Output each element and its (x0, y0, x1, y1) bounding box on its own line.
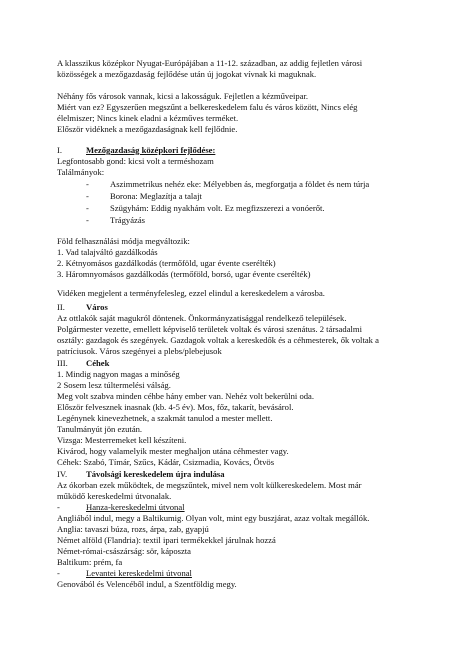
route-title: Levantei kereskedelmi útvonal (86, 568, 192, 578)
text-line: Német-római-császárság: sör, káposzta (57, 546, 191, 556)
text-line: Vizsga: Mesterremeket kell készíteni. (57, 435, 187, 445)
section-numeral: II. (57, 302, 65, 312)
text-line: osztály: gazdagok és szegények. Gazdagok voltak a kereskedők és a céhmesterek, ők voltak a (57, 335, 379, 345)
text-line: patríciusok. Város szegényei a plebs/plebejusok (57, 346, 222, 356)
section-numeral: III. (57, 358, 68, 368)
route-dash: - (57, 502, 60, 512)
bullet-dash: - (86, 203, 89, 213)
text-line: Angliából indul, megy a Baltikumig. Olyan volt, mint egy buszjárat, azaz voltak megállók. (57, 513, 370, 523)
text-line: Föld felhasználási módja megváltozik: (57, 236, 190, 246)
bullet-dash: - (86, 215, 89, 225)
bullet-item: Aszimmetrikus nehéz eke: Mélyebben ás, megforgatja a földet és nem túrja (110, 179, 370, 189)
route-title: Hanza-kereskedelmi útvonal (86, 502, 185, 512)
bullet-item: Borona: Meglazítja a talajt (110, 191, 202, 201)
text-line: Tanulmányút jön ezután. (57, 424, 143, 434)
bullet-item: Szügyhám: Eddig nyakhám volt. Ez megfizszerezi a vonóerőt. (110, 203, 325, 213)
text-line: Az ókorban ezek működtek, de megszűntek, mivel nem volt külkereskedelem. Most már (57, 480, 362, 490)
section-title: Céhek (86, 358, 110, 368)
text-line: Német alföld (Flandria): textil ipari termékekkel járulnak hozzá (57, 535, 276, 545)
text-line: Kivárod, hogy valamelyik mester meghaljon utána céhmester vagy. (57, 446, 289, 456)
text-line: 1. Mindig nagyon magas a minőség (57, 369, 180, 379)
text-line: Céhek: Szabó, Tímár, Szűcs, Kádár, Csizmadia, Kovács, Ötvös (57, 457, 275, 467)
intro-line: Miért van ez? Egyszerűen megszűnt a belkereskedelem falu és város között, Nincs elég (57, 102, 358, 112)
text-line: 2 Sosem lesz túltermelési válság. (57, 380, 171, 390)
intro-line: A klasszikus középkor Nyugat-Európájában a 11-12. században, az addig fejletlen városi (57, 58, 363, 68)
intro-line: Néhány fős városok vannak, kicsi a lakosságuk. Fejletlen a kézműveipar. (57, 91, 309, 101)
text-line: Baltikum: prém, fa (57, 557, 123, 567)
intro-line: élelmiszer; Nincs kinek eladni a kézműves terméket. (57, 113, 239, 123)
route-dash: - (57, 568, 60, 578)
text-line: Polgármester vezette, emellett képviselő területek voltak és városi szenátus. 2 társadalmi (57, 324, 362, 334)
section-title: Mezőgazdaság középkori fejlődése: (86, 145, 216, 155)
intro-line: Először vidéknek a mezőgazdaságnak kell fejlődnie. (57, 124, 238, 134)
intro-line: közösségek a mezőgazdaság fejlődése után új jogokat vívnak ki maguknak. (57, 69, 317, 79)
bullet-item: Trágyázás (110, 215, 146, 225)
text-line: Legénynek kinevezhetnek, a szakmát tanulod a mester mellett. (57, 413, 273, 423)
text-line: Legfontosabb gond: kicsi volt a terméshozam (57, 156, 214, 166)
bullet-dash: - (86, 179, 89, 189)
text-line: Először felvesznek inasnak (kb. 4-5 év). Mos, főz, takarít, bevásárol. (57, 402, 294, 412)
text-line: Találmányok: (57, 167, 105, 177)
bullet-dash: - (86, 191, 89, 201)
text-line: működő kereskedelmi útvonalak. (57, 491, 172, 501)
section-numeral: IV. (57, 469, 68, 479)
text-line: Az ottlakók saját magukról döntenek. Önkormányzatisággal rendelkező települések. (57, 313, 347, 323)
text-line: Genovából és Velencéből indul, a Szentföldig megy. (57, 579, 237, 589)
text-line: Meg volt szabva minden céhbe hány ember van. Nehéz volt bekerülni oda. (57, 391, 315, 401)
text-line: 3. Háromnyomásos gazdálkodás (termőföld, borsó, ugar évente cserélték) (57, 269, 311, 279)
text-line: 2. Kétnyomásos gazdálkodás (termőföld, ugar évente cserélték) (57, 258, 276, 268)
section-title: Távolsági kereskedelem újra indulása (86, 469, 225, 479)
text-line: 1. Vad talajváltó gazdálkodás (57, 247, 158, 257)
section-numeral: I. (57, 145, 63, 155)
text-line: Vidéken megjelent a terményfelesleg, ezzel elindul a kereskedelem a városba. (57, 288, 325, 298)
section-title: Város (86, 302, 108, 312)
text-line: Anglia: tavaszi búza, rozs, árpa, zab, gyapjú (57, 524, 209, 534)
